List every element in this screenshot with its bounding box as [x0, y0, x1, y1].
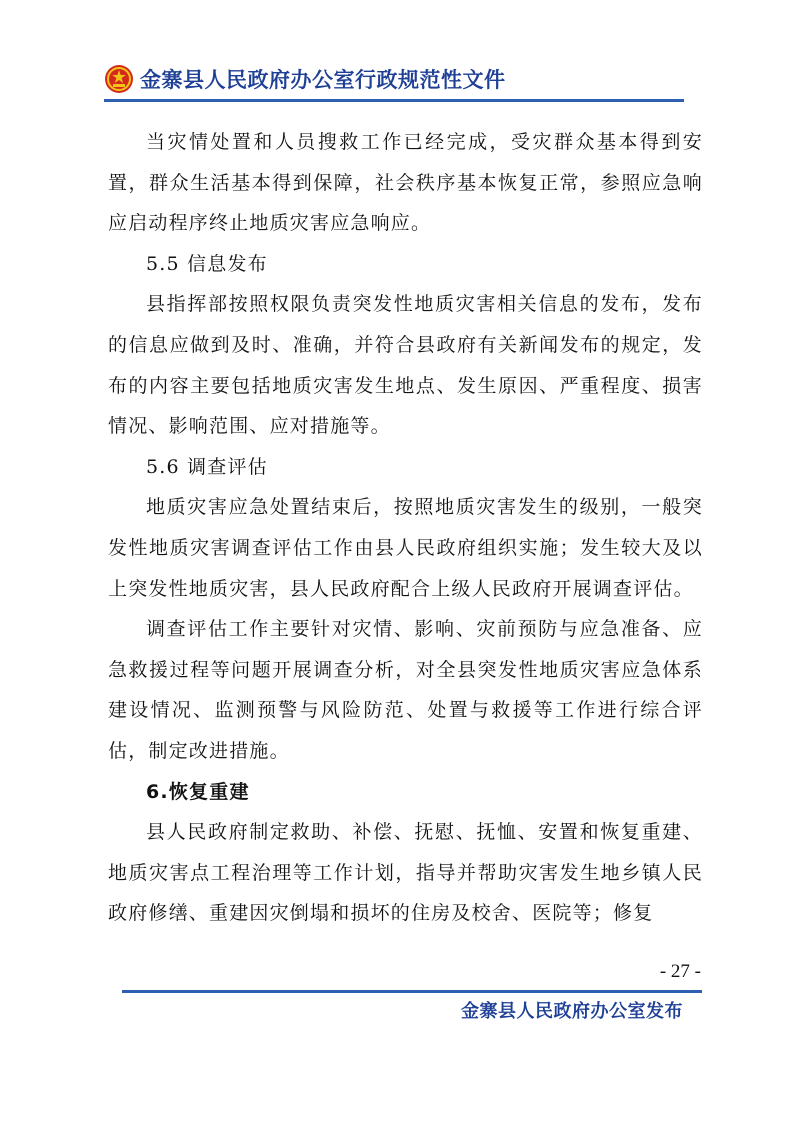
paragraph-info-release: 县指挥部按照权限负责突发性地质灾害相关信息的发布，发布的信息应做到及时、准确，并符合县政府有关新闻发布的规定，发布的内容主要包括地质灾害发生地点、发生原因、严重程度、损害情况、影响范围、应对措施等。 [108, 293, 703, 438]
header-title: 金寨县人民政府办公室行政规范性文件 [140, 68, 506, 92]
document-header [104, 60, 684, 100]
paragraph-reconstruction: 县人民政府制定救助、补偿、抚慰、抚恤、安置和恢复重建、地质灾害点工程治理等工作计划，指导并帮助灾害发生地乡镇人民政府修缮、重建因灾倒塌和损坏的住房及校舍、医院等；修复 [108, 821, 703, 925]
paragraph-investigation: 地质灾害应急处置结束后，按照地质灾害发生的级别，一般突发性地质灾害调查评估工作由县人民政府组织实施；发生较大及以上突发性地质灾害，县人民政府配合上级人民政府开展调查评估。 [108, 496, 703, 600]
page-number: - 27 - [659, 961, 701, 982]
paragraph-termination: 当灾情处置和人员搜救工作已经完成，受灾群众基本得到安置，群众生活基本得到保障，社会秩序基本恢复正常，参照应急响应启动程序终止地质灾害应急响应。 [108, 131, 703, 235]
paragraph-evaluation: 调查评估工作主要针对灾情、影响、灾前预防与应急准备、应急救援过程等问题开展调查分析，对全县突发性地质灾害应急体系建设情况、监测预警与风险防范、处置与救援等工作进行综合评估，制定改进措施。 [108, 618, 703, 762]
section-heading-5-6: 5.6 调查评估 [146, 455, 268, 478]
footer-divider [122, 990, 702, 993]
section-heading-5-5: 5.5 信息发布 [146, 252, 268, 275]
header-divider [104, 99, 684, 102]
document-body [108, 122, 703, 934]
section-heading-6: 6.恢复重建 [146, 780, 250, 803]
footer-publisher: 金寨县人民政府办公室发布 [461, 1001, 683, 1022]
national-emblem-icon [104, 64, 134, 94]
